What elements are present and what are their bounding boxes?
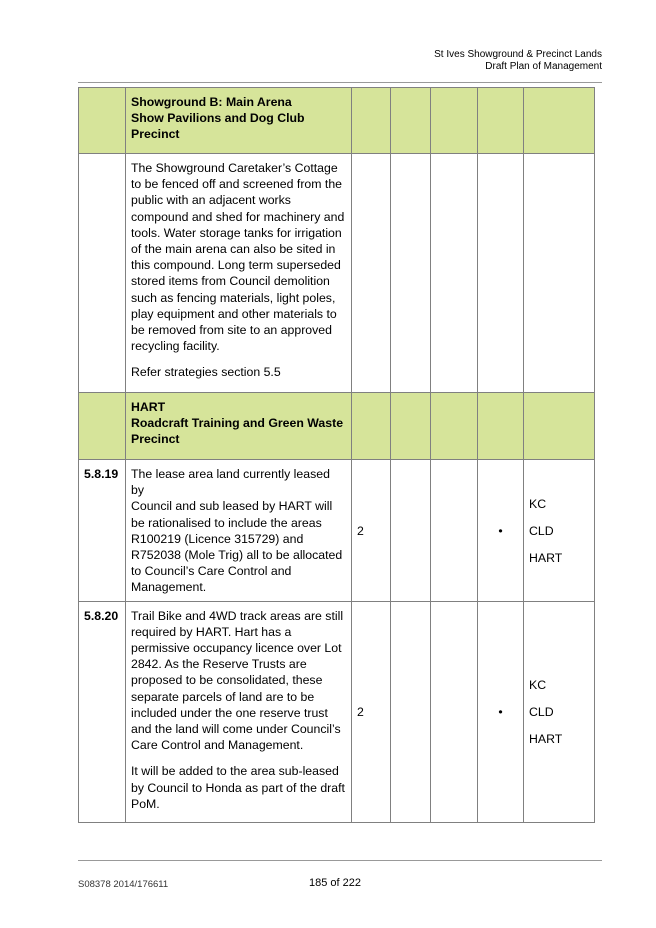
empty-cell: [352, 88, 391, 154]
responsibility-list: [529, 496, 589, 566]
description-paragraph: Refer strategies section 5.5: [131, 365, 281, 380]
header-divider: [78, 82, 602, 83]
item-description: [126, 154, 352, 393]
item-number: 5.8.19: [79, 460, 126, 602]
empty-cell: [391, 393, 431, 460]
responsibility-item: HART: [529, 550, 563, 565]
section-title-cell: [126, 393, 352, 460]
empty-cell: [431, 393, 478, 460]
responsibility-item: KC: [529, 678, 547, 693]
empty-cell: [391, 154, 431, 393]
empty-cell: [352, 393, 391, 460]
priority-cell: 2: [352, 460, 391, 602]
footer-divider: [78, 860, 602, 861]
item-number: [79, 154, 126, 393]
document-header: [434, 49, 602, 73]
section-title: Showground B: Main Arena Show Pavilions and Dog Club Precinct: [131, 95, 305, 142]
empty-cell: [524, 88, 595, 154]
empty-cell: [431, 88, 478, 154]
bullet-cell: •: [478, 601, 524, 822]
responsibility-cell: [524, 460, 595, 602]
header-subtitle: Draft Plan of Management: [485, 61, 602, 72]
document-reference: S08378 2014/176611: [78, 879, 169, 890]
responsibility-list: [529, 677, 589, 747]
responsibility-item: HART: [529, 732, 563, 747]
empty-cell: [431, 460, 478, 602]
table-row: [79, 460, 595, 602]
priority-cell: 2: [352, 601, 391, 822]
description-paragraph: Trail Bike and 4WD track areas are still required by HART. Hart has a permissive occupancy licence over Lot 2842. As the Reserve Trusts are proposed to be consolidated, these separate parcels of land are to be included under the one reserve trust and the land will come under Council’s Care Control and Management.: [131, 608, 344, 753]
priority-cell: [352, 154, 391, 393]
header-title: St Ives Showground & Precinct Lands: [434, 49, 602, 60]
section-header-row: [79, 393, 595, 460]
empty-cell: [431, 154, 478, 393]
item-description: [126, 460, 352, 602]
table-row: [79, 601, 595, 822]
section-title-cell: [126, 88, 352, 154]
responsibility-item: CLD: [529, 705, 554, 720]
responsibility-item: KC: [529, 496, 547, 511]
section-header-row: [79, 88, 595, 154]
empty-cell: [391, 601, 431, 822]
empty-cell: [478, 88, 524, 154]
section-number-cell: [79, 88, 126, 154]
item-number: 5.8.20: [79, 601, 126, 822]
plan-table: [78, 87, 595, 823]
description-paragraph: The Showground Caretaker’s Cottage to be fenced off and screened from the public with an adjacent works compound and shed for machinery and tools. Water storage tanks for irrigation of the main arena can also be sited in this compound. Long term superseded stored items from Council demolition such as fencing materials, light poles, play equipment and other materials to be removed from site to an approved recycling facility.: [131, 161, 345, 354]
empty-cell: [478, 154, 524, 393]
bullet-cell: •: [478, 460, 524, 602]
empty-cell: [391, 460, 431, 602]
description-paragraph: It will be added to the area sub-leased by Council to Honda as part of the draft PoM.: [131, 764, 345, 811]
description-paragraph: The lease area land currently leased by Council and sub leased by HART will be rationalised to include the areas R100219 (Licence 315729) and R752038 (Mole Trig) all to be allocated to Council’s Care Control and Management.: [131, 467, 343, 595]
empty-cell: [431, 601, 478, 822]
empty-cell: [391, 88, 431, 154]
empty-cell: [478, 393, 524, 460]
page-number: 185 of 222: [309, 877, 361, 889]
empty-cell: [524, 393, 595, 460]
responsibility-item: CLD: [529, 523, 554, 538]
table-row: [79, 154, 595, 393]
responsibility-cell: [524, 601, 595, 822]
section-title: HART Roadcraft Training and Green Waste Precinct: [131, 400, 344, 447]
section-number-cell: [79, 393, 126, 460]
item-description: [126, 601, 352, 822]
responsibility-cell: [524, 154, 595, 393]
